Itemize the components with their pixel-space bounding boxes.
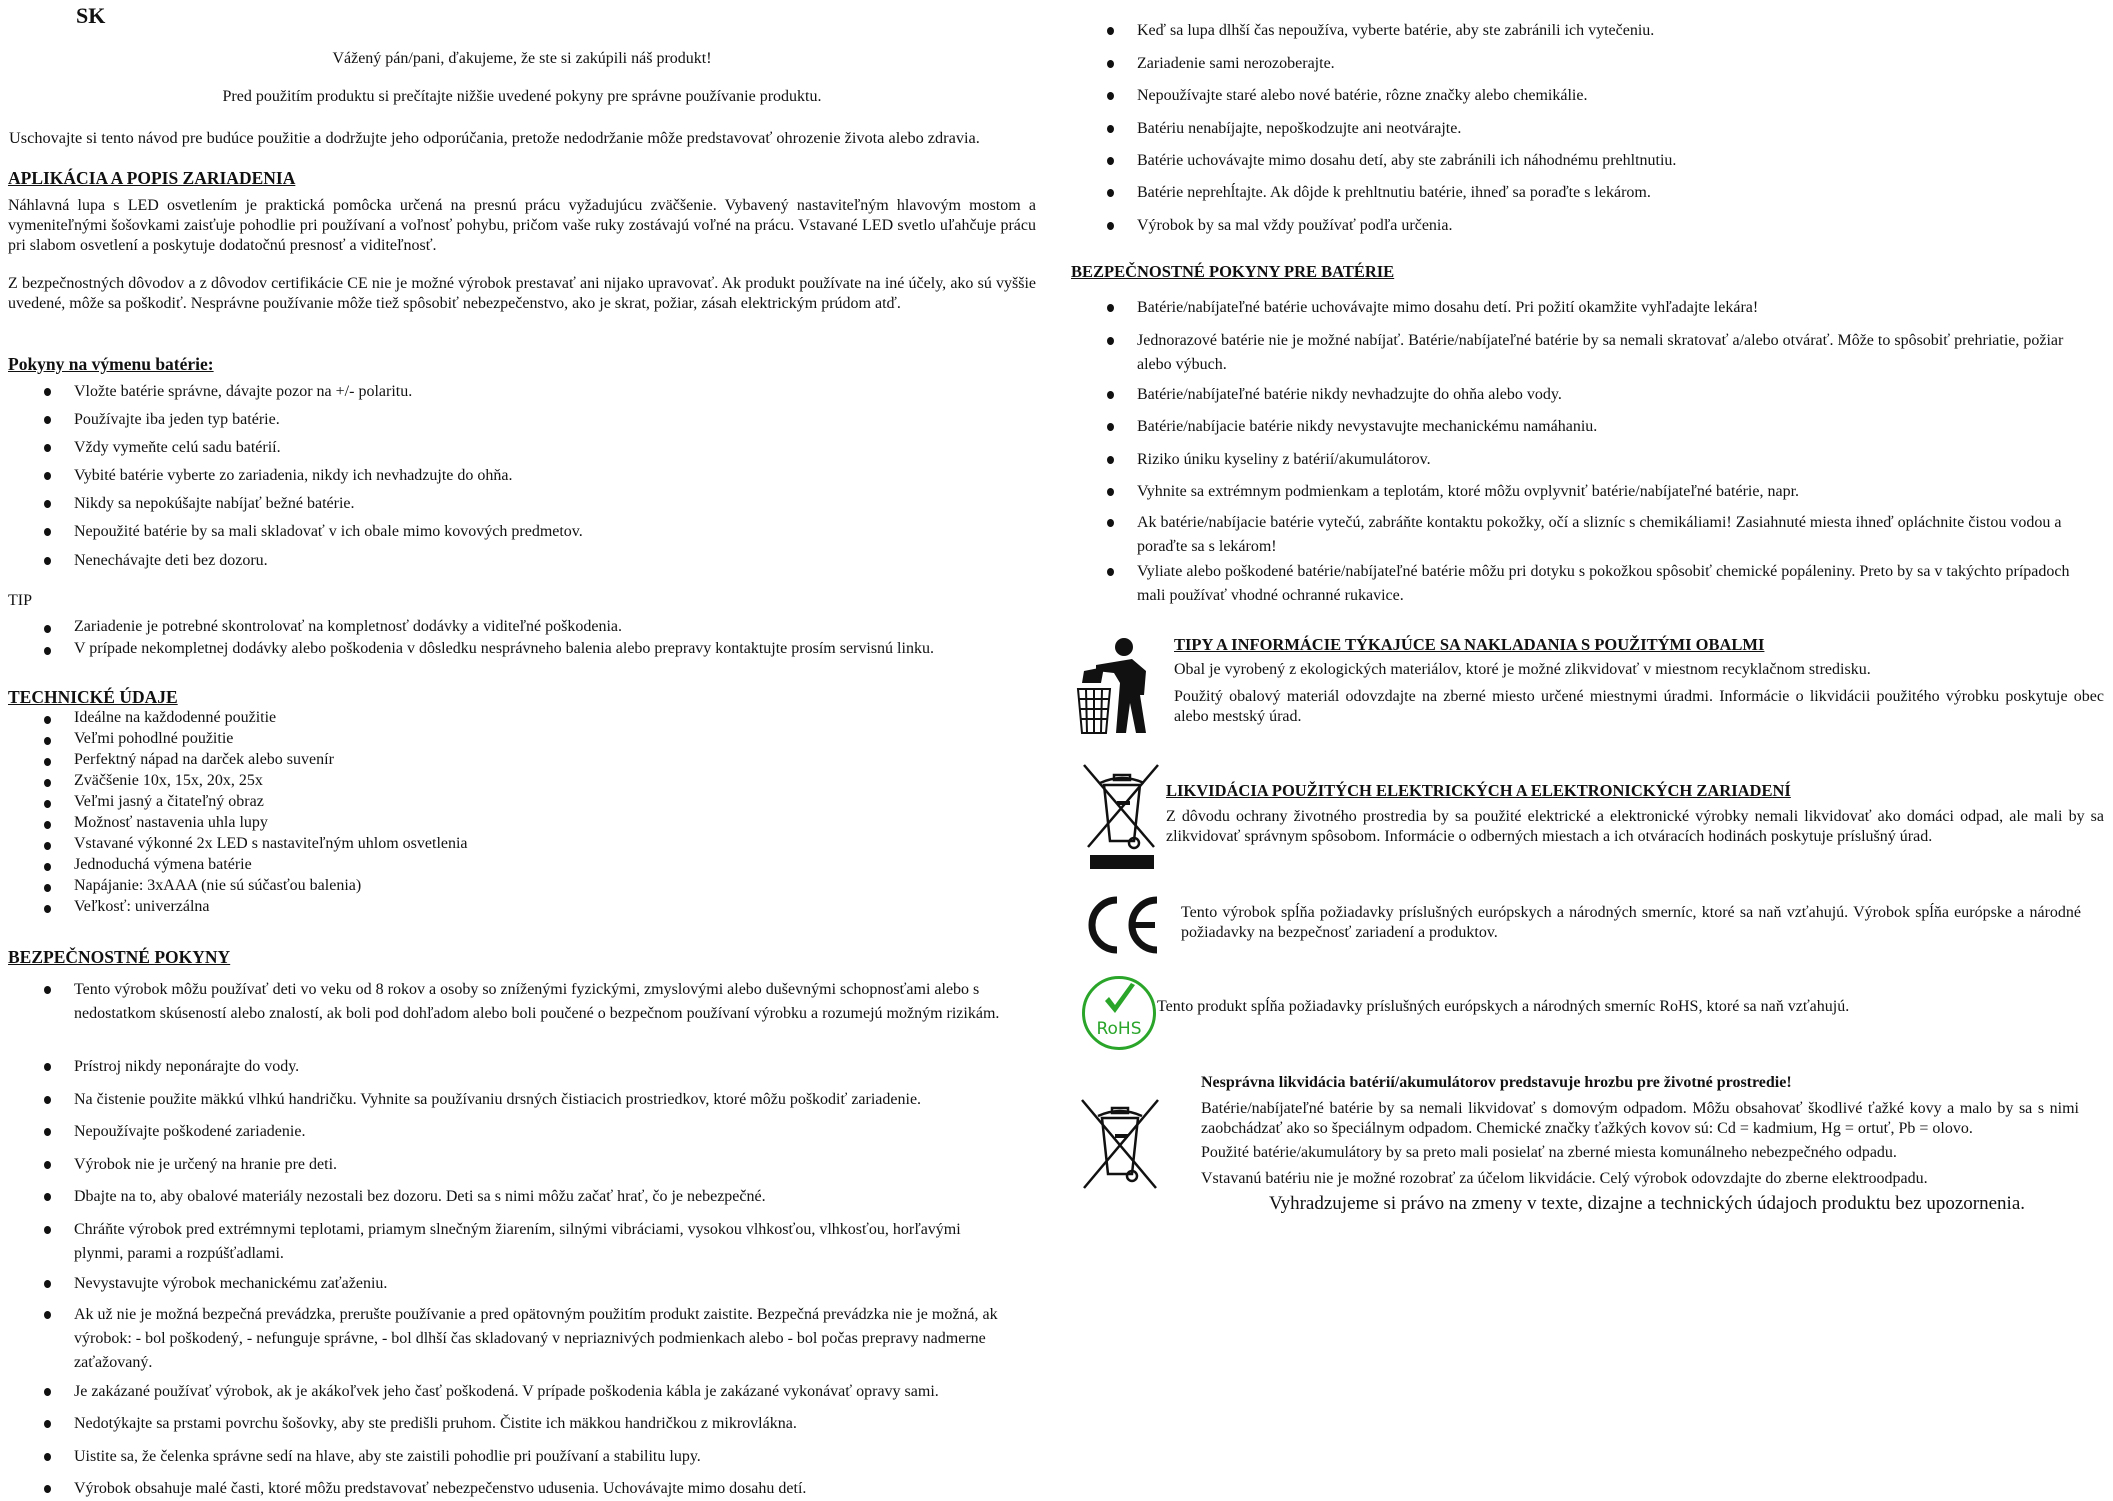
weee-heading: LIKVIDÁCIA POUŽITÝCH ELEKTRICKÝCH A ELEKTRONICKÝCH ZARIADENÍ xyxy=(1166,781,1791,800)
list-item-text: Zariadenie sami nerozoberajte. xyxy=(1137,55,1335,72)
packaging-line-2: Použitý obalový materiál odovzdajte na zberné miesto určené miestnymi úradmi. Informácie o likvidácii použitého výrobku poskytuje obec alebo mestský úrad. xyxy=(1174,688,2104,725)
application-para-2: Z bezpečnostných dôvodov a z dôvodov certifikácie CE nie je možné výrobok prestavať ani nijako upravovať. Ak produkt používate na iné účely, ako sú vyššie uvedené, môže sa poškodiť. Nesprávne používanie môže tiež spôsobiť nebezpečenstvo, ako je skrat, požiar, zásah elektrickým prúdom atď. xyxy=(8,275,1036,312)
list-item-text: Veľmi jasný a čitateľný obraz xyxy=(74,793,264,810)
ce-text: Tento výrobok spĺňa požiadavky príslušných európskych a národných smerníc, ktoré sa naň vzťahujú. Výrobok spĺňa európske a národné požiadavky na bezpečnosť zariadení a produktov. xyxy=(1181,904,2081,941)
list-item-text: Nevystavujte výrobok mechanickému zaťaženiu. xyxy=(74,1275,388,1292)
list-item-text: Veľmi pohodlné použitie xyxy=(74,730,234,747)
list-item-text: Nikdy sa nepokúšajte nabíjať bežné batérie. xyxy=(74,495,355,512)
list-item-text: Veľkosť: univerzálna xyxy=(74,898,210,915)
list-item-text: Tento výrobok môžu používať deti vo veku od 8 rokov a osoby so zníženými fyzickými, zmyslovými alebo duševnými schopnosťami alebo s nedostatkom skúseností alebo znalostí, ak boli pod dohľadom alebo boli poučené o bezpečnom používaní výrobku a rozumejú možným rizikám. xyxy=(74,981,1000,1022)
list-item-text: Nenechávajte deti bez dozoru. xyxy=(74,552,268,569)
application-heading: APLIKÁCIA A POPIS ZARIADENIA xyxy=(8,168,296,188)
list-item-text: Ak batérie/nabíjacie batérie vytečú, zabráňte kontaktu pokožky, očí a slizníc s chemikáliami! Zasiahnuté miesta ihneď opláchnite čistou vodou a poraďte sa s lekárom! xyxy=(1137,514,2062,555)
crossed-bin-icon xyxy=(1082,763,1162,883)
battery-disposal-line-2: Použité batérie/akumulátory by sa preto mali posielať na zberné miesta komunálneho nebezpečného odpadu. xyxy=(1201,1144,1897,1161)
footer-disclaimer: Vyhradzujeme si právo na zmeny v texte, dizajne a technických údajoch produktu bez upozornenia. xyxy=(1268,1193,2026,1214)
list-item-text: Batérie/nabíjacie batérie nikdy nevystavujte mechanickému namáhaniu. xyxy=(1137,418,1598,435)
list-item-text: Batérie/nabíjateľné batérie uchovávajte mimo dosahu detí. Pri požití okamžite vyhľadajte lekára! xyxy=(1137,299,1759,316)
list-item-text: Chráňte výrobok pred extrémnymi teplotami, priamym slnečným žiarením, silnými vibráciami, vysokou vlhkosťou, vlhkosťou, horľavými plynmi, parami a rozpúšťadlami. xyxy=(74,1221,961,1262)
list-item-text: Batérie neprehĺtajte. Ak dôjde k prehltnutiu batérie, ihneď sa poraďte s lekárom. xyxy=(1137,184,1651,201)
list-item-text: Perfektný nápad na darček alebo suvenír xyxy=(74,751,334,768)
list-item-text: Vybité batérie vyberte zo zariadenia, nikdy ich nevhadzujte do ohňa. xyxy=(74,467,513,484)
tidyman-recycle-icon xyxy=(1074,637,1154,735)
battery-replacement-heading: Pokyny na výmenu batérie: xyxy=(8,354,214,374)
battery-safety-heading: BEZPEČNOSTNÉ POKYNY PRE BATÉRIE xyxy=(1071,262,1395,281)
list-item-text: V prípade nekompletnej dodávky alebo poškodenia v dôsledku nesprávneho balenia alebo prepravy kontaktujte prosím servisnú linku. xyxy=(74,640,934,657)
application-para-1: Náhlavná lupa s LED osvetlením je praktická pomôcka určená na presnú prácu vyžadujúcu zväčšenie. Vybavený nastaviteľným hlavovým mostom a vymeniteľnými šošovkami zaisťuje pohodlie pri používaní a voľnosť pohybu, pričom vaše ruky zostávajú voľné na prácu. Vstavané LED svetlo uľahčuje prácu pri slabom osvetlení a poskytuje dodatočnú presnosť a viditeľnosť. xyxy=(8,197,1036,254)
rohs-icon xyxy=(1082,976,1156,1050)
list-item-text: Výrobok nie je určený na hranie pre deti. xyxy=(74,1156,338,1173)
list-item-text: Zariadenie je potrebné skontrolovať na kompletnosť dodávky a viditeľné poškodenia. xyxy=(74,618,623,635)
list-item-text: Jednoduchá výmena batérie xyxy=(74,856,252,873)
language-code: SK xyxy=(76,3,106,28)
list-item-text: Batérie uchovávajte mimo dosahu detí, aby ste zabránili ich náhodnému prehltnutiu. xyxy=(1137,152,1677,169)
list-item-text: Prístroj nikdy neponárajte do vody. xyxy=(74,1058,300,1075)
list-item-text: Vždy vymeňte celú sadu batérií. xyxy=(74,439,281,456)
list-item-text: Batériu nenabíjajte, nepoškodzujte ani neotvárajte. xyxy=(1137,120,1462,137)
crossed-bin-icon xyxy=(1078,1098,1162,1190)
technical-heading: TECHNICKÉ ÚDAJE xyxy=(8,687,178,707)
battery-disposal-line-3: Vstavanú batériu nie je možné rozobrať za účelom likvidácie. Celý výrobok odovzdajte do zberne elektroodpadu. xyxy=(1201,1170,1928,1187)
battery-disposal-line-1: Batérie/nabíjateľné batérie by sa nemali likvidovať s domovým odpadom. Môžu obsahovať škodlivé ťažké kovy a malo by sa s nimi zaobchádzať ako so špeciálnym odpadom. Chemické značky ťažkých kovov sú: Cd = kadmium, Hg = ortuť, Pb = olovo. xyxy=(1201,1100,2079,1137)
list-item-text: Nedotýkajte sa prstami povrchu šošovky, aby ste predišli pruhom. Čistite ich mäkkou handričkou z mikrovlákna. xyxy=(74,1415,797,1432)
list-item-text: Ak už nie je možná bezpečná prevádzka, prerušte používanie a pred opätovným použitím produkt zaistite. Bezpečná prevádzka nie je možná, ak výrobok: - bol poškodený, - nefunguje správne, - bol dlhší čas skladovaný v nepriaznivých podmienkach alebo - bol počas prepravy nadmerne zaťažovaný. xyxy=(74,1306,998,1371)
battery-disposal-heading: Nesprávna likvidácia batérií/akumulátorov predstavuje hrozbu pre životné prostredie! xyxy=(1201,1074,1792,1091)
list-item-text: Riziko úniku kyseliny z batérií/akumulátorov. xyxy=(1137,451,1431,468)
list-item-text: Ideálne na každodenné použitie xyxy=(74,709,277,726)
ce-mark-icon xyxy=(1085,896,1161,954)
list-item-text: Vložte batérie správne, dávajte pozor na +/- polaritu. xyxy=(74,383,413,400)
list-item-text: Uistite sa, že čelenka správne sedí na hlave, aby ste zaistili pohodlie pri používaní a stabilitu lupy. xyxy=(74,1448,701,1465)
weee-text: Z dôvodu ochrany životného prostredia by sa použité elektrické a elektronické výrobky nemali likvidovať ako domáci odpad, ale mali by sa zlikvidovať správnym spôsobom. Informácie o odberných miestach a ich otváracích hodinách poskytuje príslušný úrad. xyxy=(1166,808,2104,845)
list-item-text: Je zakázané používať výrobok, ak je akákoľvek jeho časť poškodená. V prípade poškodenia kábla je zakázané vykonávať opravy sami. xyxy=(74,1383,939,1400)
list-item-text: Nepoužívajte poškodené zariadenie. xyxy=(74,1123,306,1140)
list-item-text: Výrobok obsahuje malé časti, ktoré môžu predstavovať nebezpečenstvo udusenia. Uchovávajte mimo dosahu detí. xyxy=(74,1480,807,1497)
list-item-text: Batérie/nabíjateľné batérie nikdy nevhadzujte do ohňa alebo vody. xyxy=(1137,386,1562,403)
intro-read-instructions: Pred použitím produktu si prečítajte nižšie uvedené pokyny pre správne používanie produktu. xyxy=(222,88,822,105)
list-item-text: Vyliate alebo poškodené batérie/nabíjateľné batérie môžu pri dotyku s pokožkou spôsobiť chemické popáleniny. Preto by sa v takýchto prípadoch mali používať vhodné ochranné rukavice. xyxy=(1137,563,2070,604)
list-item-text: Vyhnite sa extrémnym podmienkam a teplotám, ktoré môžu ovplyvniť batérie/nabíjateľné batérie, napr. xyxy=(1137,483,1800,500)
safety-heading: BEZPEČNOSTNÉ POKYNY xyxy=(8,947,231,967)
list-item-text: Nepoužívajte staré alebo nové batérie, rôzne značky alebo chemikálie. xyxy=(1137,87,1588,104)
intro-keep-manual: Uschovajte si tento návod pre budúce použitie a dodržujte jeho odporúčania, pretože nedodržanie môže predstavovať ohrozenie života alebo zdravia. xyxy=(9,128,980,147)
list-item-text: Jednorazové batérie nie je možné nabíjať. Batérie/nabíjateľné batérie by sa nemali skratovať a/alebo otvárať. Môže to spôsobiť prehriatie, požiar alebo výbuch. xyxy=(1137,332,2064,373)
rohs-label: RoHS xyxy=(1096,1019,1142,1039)
list-item-text: Výrobok by sa mal vždy používať podľa určenia. xyxy=(1137,217,1453,234)
intro-greeting: Vážený pán/pani, ďakujeme, že ste si zakúpili náš produkt! xyxy=(332,50,712,67)
packaging-heading: TIPY A INFORMÁCIE TÝKAJÚCE SA NAKLADANIA S POUŽITÝMI OBALMI xyxy=(1174,635,1765,654)
list-item-text: Dbajte na to, aby obalové materiály nezostali bez dozoru. Deti sa s nimi môžu začať hrať, čo je nebezpečné. xyxy=(74,1188,766,1205)
list-item-text: Keď sa lupa dlhší čas nepoužíva, vyberte batérie, aby ste zabránili ich vytečeniu. xyxy=(1137,22,1655,39)
list-item-text: Na čistenie použite mäkkú vlhkú handričku. Vyhnite sa používaniu drsných čistiacich prostriedkov, ktoré môžu poškodiť zariadenie. xyxy=(74,1091,922,1108)
list-item-text: Vstavané výkonné 2x LED s nastaviteľným uhlom osvetlenia xyxy=(74,835,468,852)
list-item-text: Používajte iba jeden typ batérie. xyxy=(74,411,280,428)
list-item-text: Nepoužité batérie by sa mali skladovať v ich obale mimo kovových predmetov. xyxy=(74,523,583,540)
rohs-text: Tento produkt spĺňa požiadavky príslušných európskych a národných smerníc RoHS, ktoré sa naň vzťahujú. xyxy=(1157,998,1850,1015)
list-item-text: Možnosť nastavenia uhla lupy xyxy=(74,814,268,831)
packaging-line-1: Obal je vyrobený z ekologických materiálov, ktoré je možné zlikvidovať v miestnom recyklačnom stredisku. xyxy=(1174,661,1871,678)
tip-heading: TIP xyxy=(8,592,32,609)
list-item-text: Napájanie: 3xAAA (nie sú súčasťou balenia) xyxy=(74,877,362,894)
list-item-text: Zväčšenie 10x, 15x, 20x, 25x xyxy=(74,772,263,789)
